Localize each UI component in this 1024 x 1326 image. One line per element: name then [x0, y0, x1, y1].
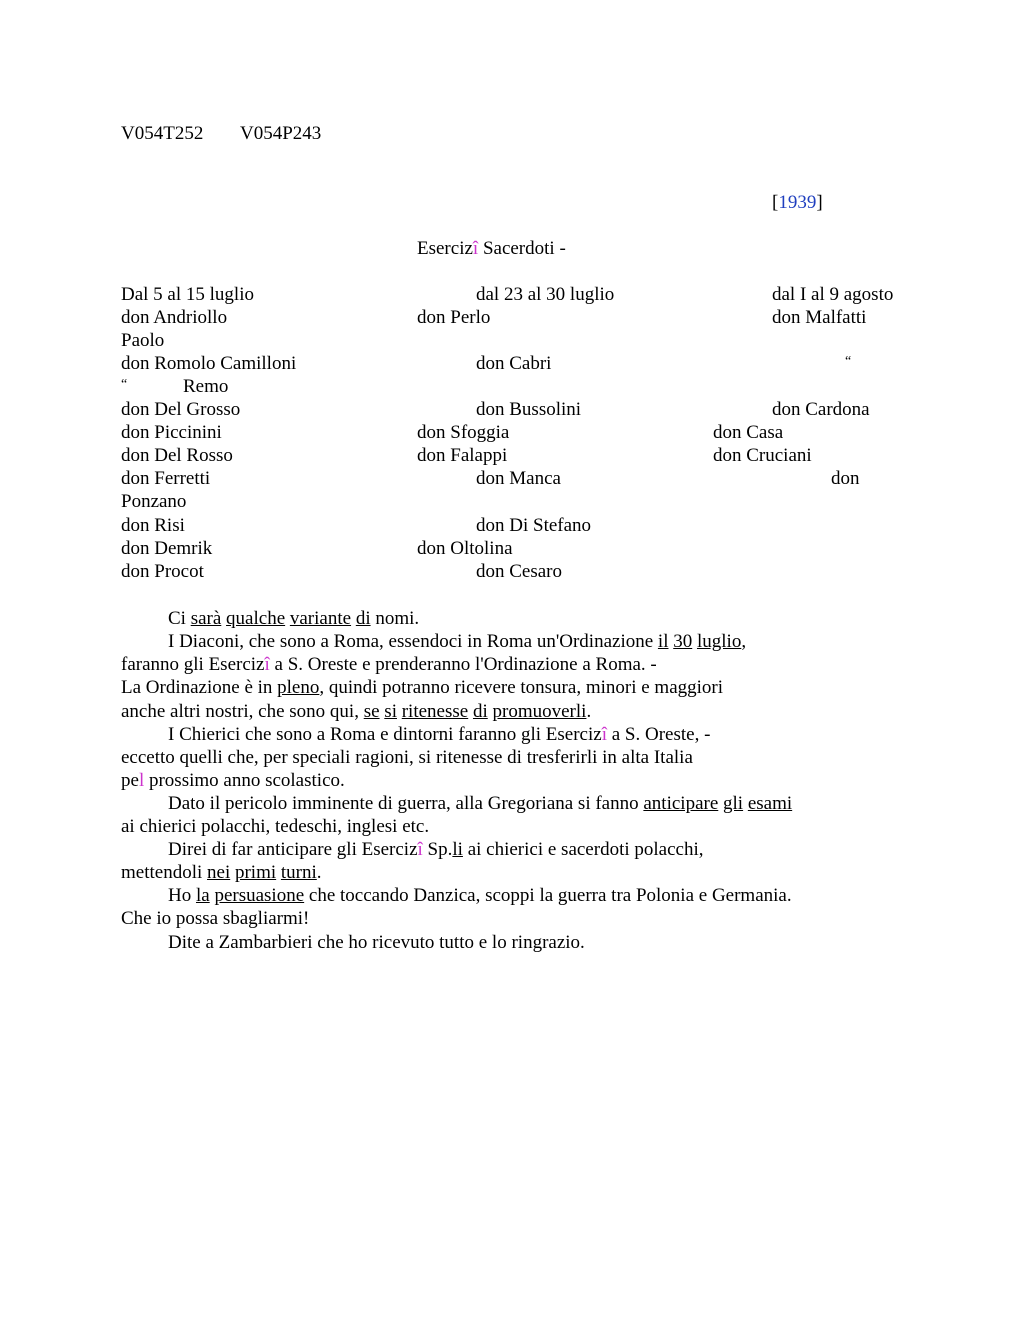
list-item: don Romolo Camilloni — [121, 353, 297, 374]
list-item: don Perlo — [417, 307, 491, 328]
wrap-text: Ponzano — [121, 491, 187, 512]
list-item: don Piccinini — [121, 422, 222, 443]
list-item: don Ferretti — [121, 468, 211, 489]
list-item: don Casa — [713, 422, 784, 443]
body-line: Ho la persuasione che toccando Danzica, scoppi la guerra tra Polonia e Germania. — [168, 885, 792, 906]
body-line: faranno gli Esercizî a S. Oreste e prenderanno l'Ordinazione a Roma. - — [121, 654, 657, 675]
list-item: don Cesaro — [476, 561, 563, 582]
body-line: pel prossimo anno scolastico. — [121, 770, 345, 791]
list-item: don Falappi — [417, 445, 508, 466]
body-line: Ci sarà qualche variante di nomi. — [168, 608, 420, 629]
list-item: don Andriollo — [121, 307, 228, 328]
list-item: don Demrik — [121, 538, 213, 559]
body-line: I Chierici che sono a Roma e dintorni faranno gli Esercizî a S. Oreste, - — [168, 724, 711, 745]
wrap-text: Paolo — [121, 330, 165, 351]
column-header-3: dal I al 9 agosto — [772, 284, 894, 305]
body-line: eccetto quelli che, per speciali ragioni, si ritenesse di tresferirli in alta Italia — [121, 747, 693, 768]
doc-id-1: V054T252 — [121, 123, 204, 144]
ditto-mark: “ — [121, 377, 128, 392]
ditto-mark: “ — [845, 354, 852, 369]
list-item: don Oltolina — [417, 538, 513, 559]
list-item: don Bussolini — [476, 399, 582, 420]
body-line: La Ordinazione è in pleno, quindi potranno ricevere tonsura, minori e maggiori — [121, 677, 724, 698]
list-item: don Malfatti — [772, 307, 867, 328]
body-line: Dato il pericolo imminente di guerra, alla Gregoriana si fanno anticipare gli esami — [168, 793, 793, 814]
wrap-text: Remo — [183, 376, 229, 397]
body-line: Direi di far anticipare gli Esercizî Sp.li ai chierici e sacerdoti polacchi, — [168, 839, 704, 860]
list-item: don Manca — [476, 468, 561, 489]
body-line: anche altri nostri, che sono qui, se si ritenesse di promuoverli. — [121, 701, 592, 722]
list-item: don Del Rosso — [121, 445, 233, 466]
body-line: mettendoli nei primi turni. — [121, 862, 322, 883]
list-item: don Cardona — [772, 399, 870, 420]
page-title: Esercizî Sacerdoti - — [417, 238, 566, 259]
column-header-2: dal 23 al 30 luglio — [476, 284, 615, 305]
body-line: Dite a Zambarbieri che ho ricevuto tutto e lo ringrazio. — [168, 932, 585, 953]
body-line: ai chierici polacchi, tedeschi, inglesi etc. — [121, 816, 430, 837]
year-annotation: [1939] — [772, 192, 823, 213]
list-item: don Cabri — [476, 353, 552, 374]
list-item: don Di Stefano — [476, 515, 592, 536]
list-item: don Cruciani — [713, 445, 812, 466]
list-item: don Risi — [121, 515, 185, 536]
column-header-1: Dal 5 al 15 luglio — [121, 284, 254, 305]
list-item: don Procot — [121, 561, 204, 582]
doc-id-2: V054P243 — [240, 123, 322, 144]
list-item: don — [831, 468, 860, 489]
list-item: don Sfoggia — [417, 422, 510, 443]
body-line: Che io possa sbagliarmi! — [121, 908, 310, 929]
list-item: don Del Grosso — [121, 399, 241, 420]
body-line: I Diaconi, che sono a Roma, essendoci in Roma un'Ordinazione il 30 luglio, — [168, 631, 747, 652]
